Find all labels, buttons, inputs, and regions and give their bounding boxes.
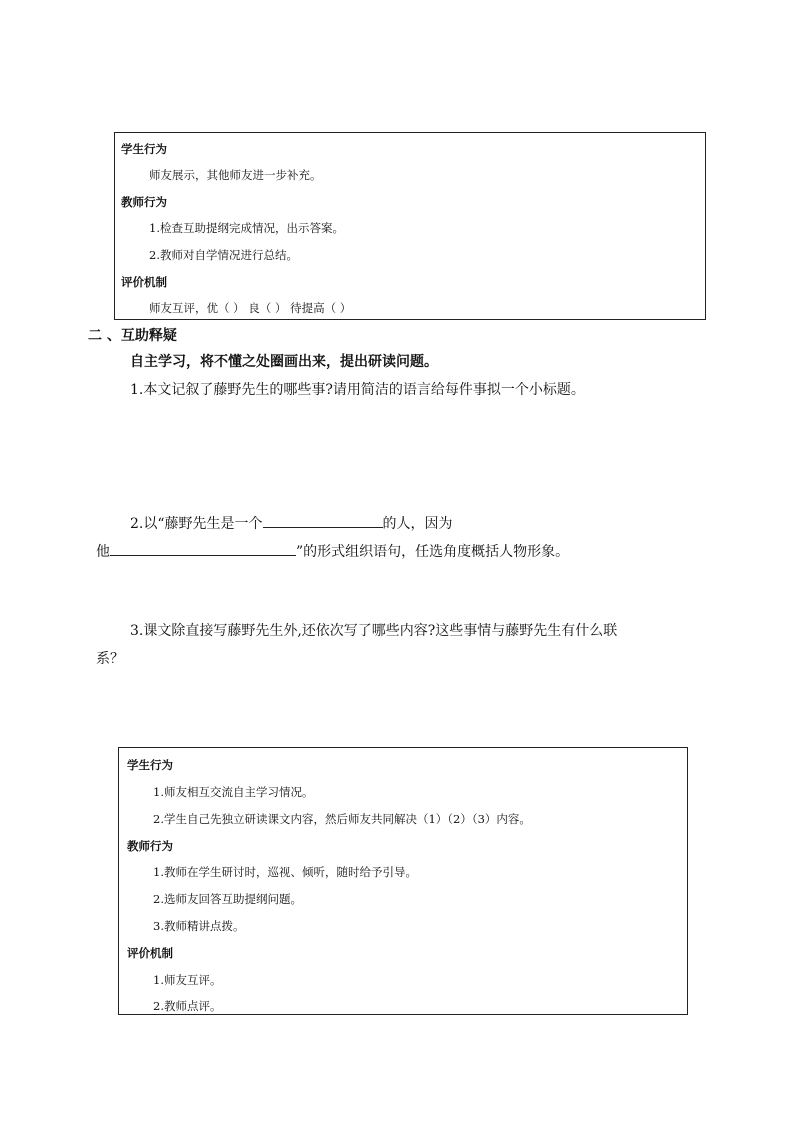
question-3-line-1: 3.课文除直接写藤野先生外,还依次写了哪些内容?这些事情与藤野先生有什么联 — [130, 623, 618, 639]
student-behavior-item: 2.学生自己先独立研读课文内容，然后师友共同解决（1）（2）（3）内容。 — [153, 812, 531, 826]
teacher-behavior-heading: 教师行为 — [121, 195, 167, 209]
teacher-behavior-item: 2.选师友回答互助提纲问题。 — [153, 892, 302, 906]
question-2-line-2 — [96, 541, 569, 561]
evaluation-item: 1.师友互评。 — [153, 973, 222, 987]
teacher-behavior-item: 2.教师对自学情况进行总结。 — [149, 248, 298, 262]
activity-box-2 — [118, 747, 688, 1015]
question-2-part-4: ”的形式组织语句，任选角度概括人物形象。 — [296, 544, 570, 560]
evaluation-heading: 评价机制 — [127, 946, 173, 960]
question-2-part-3: 他 — [96, 544, 110, 560]
section-intro: 自主学习，将不懂之处圈画出来，提出研读问题。 — [130, 354, 438, 370]
teacher-behavior-heading: 教师行为 — [127, 839, 173, 853]
activity-box-1 — [114, 132, 706, 320]
student-behavior-heading: 学生行为 — [121, 142, 167, 156]
evaluation-item: 2.教师点评。 — [153, 999, 222, 1013]
teacher-behavior-item: 1.教师在学生研讨时，巡视、倾听，随时给予引导。 — [153, 865, 417, 879]
student-behavior-text: 师友展示，其他师友进一步补充。 — [149, 168, 322, 182]
section-title: 二 、互助释疑 — [88, 328, 177, 344]
evaluation-text: 师友互评，优（ ） 良（ ） 待提高（ ） — [149, 301, 352, 315]
fill-blank-1[interactable] — [263, 513, 383, 528]
question-3-line-2: 系？ — [96, 651, 124, 667]
fill-blank-2[interactable] — [110, 541, 296, 556]
question-2-part-2: 的人，因为 — [382, 516, 453, 532]
evaluation-heading: 评价机制 — [121, 275, 167, 289]
question-2-line-1 — [130, 513, 453, 533]
question-2-part-1: 2.以“藤野先生是一个 — [130, 516, 263, 532]
student-behavior-heading: 学生行为 — [127, 758, 173, 772]
teacher-behavior-item: 3.教师精讲点拨。 — [153, 919, 245, 933]
question-1: 1.本文记叙了藤野先生的哪些事?请用简洁的语言给每件事拟一个小标题。 — [130, 382, 585, 398]
student-behavior-item: 1.师友相互交流自主学习情况。 — [153, 785, 314, 799]
teacher-behavior-item: 1.检查互助提纲完成情况，出示答案。 — [149, 221, 344, 235]
